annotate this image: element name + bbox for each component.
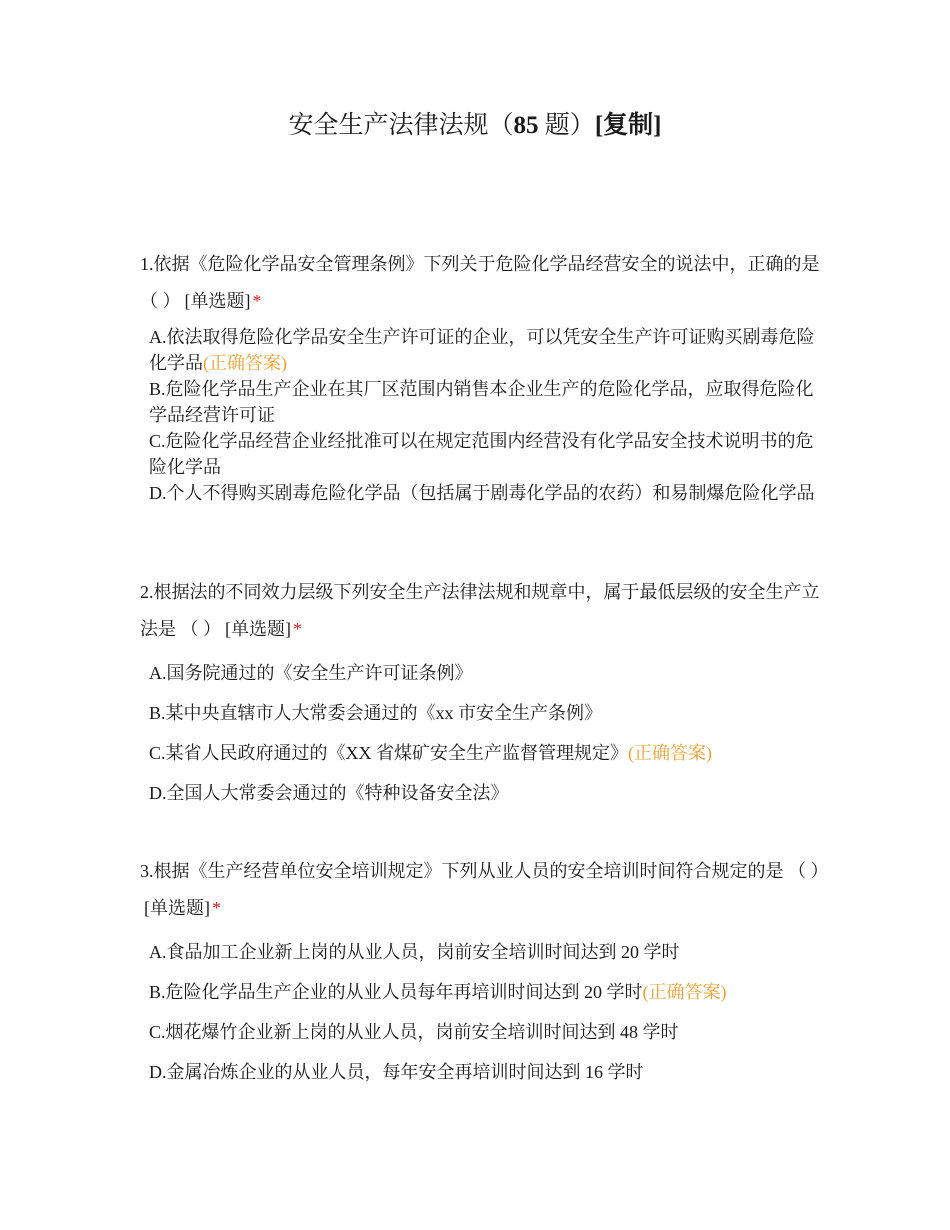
question-stem (140, 574, 820, 648)
option-text: A.国务院通过的《安全生产许可证条例》 (149, 663, 473, 683)
option-list (149, 324, 820, 506)
option-a[interactable] (149, 660, 820, 686)
required-mark: * (252, 291, 262, 311)
option-d[interactable] (149, 780, 820, 806)
title-question-count: 85 (513, 112, 539, 139)
question-3 (140, 853, 829, 1099)
question-text: 2.根据法的不同效力层级下列安全生产法律法规和规章中，属于最低层级的安全生产立法是 （ ） (140, 582, 820, 639)
question-type-tag: [单选题] (184, 291, 251, 311)
copy-link[interactable]: [复制] (594, 112, 662, 139)
question-1 (140, 246, 820, 506)
correct-answer-tag: (正确答案) (628, 743, 713, 763)
option-text: D.金属冶炼企业的从业人员，每年安全再培训时间达到 16 学时 (149, 1062, 644, 1082)
question-text: 3.根据《生产经营单位安全培训规定》下列从业人员的安全培训时间符合规定的是 （ ） (140, 861, 829, 881)
correct-answer-tag: (正确答案) (642, 982, 727, 1002)
option-d[interactable] (149, 480, 820, 506)
option-list (149, 660, 820, 806)
option-text: B.危险化学品生产企业的从业人员每年再培训时间达到 20 学时 (149, 982, 643, 1002)
question-type-tag: [单选题] (144, 898, 210, 918)
correct-answer-tag: (正确答案) (203, 353, 287, 373)
required-mark: * (212, 898, 221, 918)
option-text: B.某中央直辖市人大常委会通过的《xx 市安全生产条例》 (149, 703, 603, 723)
title-middle: 题） (538, 112, 595, 139)
option-list (149, 939, 820, 1085)
option-text: A.依法取得危险化学品安全生产许可证的企业，可以凭安全生产许可证购买剧毒危险化学品 (149, 327, 815, 373)
option-text: C.烟花爆竹企业新上岗的从业人员，岗前安全培训时间达到 48 学时 (149, 1022, 679, 1042)
option-text: D.全国人大常委会通过的《特种设备安全法》 (149, 783, 509, 803)
question-text: 1.依据《危险化学品安全管理条例》下列关于危险化学品经营安全的说法中，正确的是 （ ） (140, 254, 820, 311)
option-text: C.危险化学品经营企业经批准可以在规定范围内经营没有化学品安全技术说明书的危险化学品 (149, 431, 814, 477)
option-b[interactable] (149, 979, 820, 1005)
option-b[interactable] (149, 376, 820, 428)
option-a[interactable] (149, 939, 820, 965)
option-a[interactable] (149, 324, 820, 376)
option-text: D.个人不得购买剧毒危险化学品（包括属于剧毒化学品的农药）和易制爆危险化学品 (149, 483, 815, 503)
page-title (0, 108, 950, 144)
question-type-tag: [单选题] (225, 619, 291, 639)
option-c[interactable] (149, 740, 820, 766)
question-stem (140, 246, 820, 320)
option-text: B.危险化学品生产企业在其厂区范围内销售本企业生产的危险化学品，应取得危险化学品经营许可证 (149, 379, 814, 425)
required-mark: * (293, 619, 302, 639)
option-text: C.某省人民政府通过的《XX 省煤矿安全生产监督管理规定》 (149, 743, 629, 763)
question-2 (140, 574, 820, 820)
option-d[interactable] (149, 1059, 820, 1085)
option-b[interactable] (149, 700, 820, 726)
option-text: A.食品加工企业新上岗的从业人员，岗前安全培训时间达到 20 学时 (149, 942, 680, 962)
title-prefix: 安全生产法律法规（ (288, 112, 514, 139)
option-c[interactable] (149, 428, 820, 480)
question-stem (140, 853, 829, 927)
option-c[interactable] (149, 1019, 820, 1045)
